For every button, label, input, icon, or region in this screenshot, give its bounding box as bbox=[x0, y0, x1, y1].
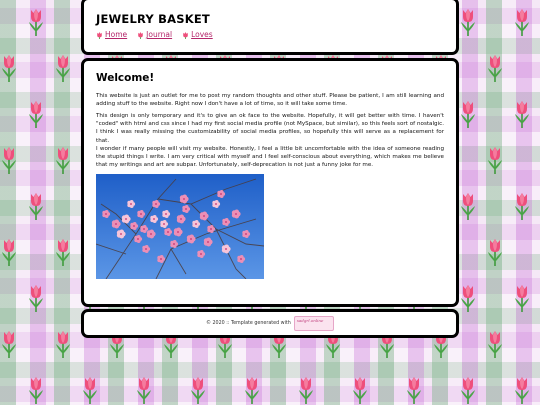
site-title: JEWELRY BASKET bbox=[96, 12, 210, 26]
tulip-icon bbox=[137, 377, 151, 404]
tulip-icon bbox=[2, 331, 16, 358]
welcome-heading: Welcome! bbox=[96, 72, 155, 84]
tulip-icon bbox=[515, 9, 529, 36]
tulip-icon bbox=[515, 193, 529, 220]
nav-link-journal[interactable] bbox=[137, 30, 172, 39]
nav-label: Journal bbox=[146, 30, 173, 39]
tulip-icon bbox=[29, 193, 43, 220]
tulip-icon bbox=[299, 377, 313, 404]
tulip-icon bbox=[2, 55, 16, 82]
tulip-icon bbox=[461, 101, 475, 128]
design-paragraph: This design is only temporary and it's to give an ok face to the website. Hopefully, it will get better with time. I haven't "coded" with html and css since I had my first social media profile (not MySpace, but similar), so this feels sort of nostalgic. I think I was really missing the customizability of social media profiles, so hopefully this will serve as a replacement for that. bbox=[96, 113, 444, 144]
tulip-icon bbox=[515, 377, 529, 404]
tulip-icon bbox=[182, 31, 189, 39]
tulip-icon bbox=[407, 377, 421, 404]
tulip-icon bbox=[29, 101, 43, 128]
tulip-icon bbox=[191, 377, 205, 404]
tulip-icon bbox=[488, 147, 502, 174]
visitors-paragraph: I wonder if many people will visit my website. Honestly, I feel a little bit uncomfortable with the idea of someone reading the stupid things I write. I am very critical with myself and I feel self-conscious about everything, which makes me believe that my writings and art are subpar. Unfortunately, self-deprecation is not just a funny joke for me. bbox=[96, 145, 444, 168]
template-badge[interactable] bbox=[294, 316, 334, 331]
tulip-icon bbox=[488, 239, 502, 266]
tulip-icon bbox=[488, 55, 502, 82]
tulip-icon bbox=[2, 147, 16, 174]
tulip-icon bbox=[29, 9, 43, 36]
nav-link-loves[interactable] bbox=[182, 30, 213, 39]
tulip-icon bbox=[515, 101, 529, 128]
tulip-icon bbox=[29, 285, 43, 312]
intro-paragraph: This website is just an outlet for me to post my random thoughts and other stuff. Please be patient, I am still learning and adding stuff to the website. Right now I don't have a lot of time, so it will take some time. bbox=[96, 93, 444, 108]
badge-label: sadgrl.online bbox=[296, 318, 324, 323]
tulip-icon bbox=[56, 331, 70, 358]
tulip-icon bbox=[353, 377, 367, 404]
tulip-icon bbox=[461, 193, 475, 220]
tulip-icon bbox=[515, 285, 529, 312]
tulip-icon bbox=[96, 31, 103, 39]
nav-bar bbox=[96, 30, 444, 39]
header-panel bbox=[81, 0, 459, 55]
tulip-icon bbox=[488, 331, 502, 358]
tulip-icon bbox=[56, 239, 70, 266]
tulip-icon bbox=[2, 239, 16, 266]
tulip-icon bbox=[83, 377, 97, 404]
nav-link-home[interactable] bbox=[96, 30, 127, 39]
tulip-icon bbox=[461, 285, 475, 312]
content-panel bbox=[81, 58, 459, 307]
tulip-icon bbox=[461, 377, 475, 404]
nav-label: Home bbox=[105, 30, 128, 39]
footer-text: © 2020 :: Template generated with bbox=[206, 321, 291, 326]
tulip-icon bbox=[29, 377, 43, 404]
tulip-icon bbox=[137, 31, 144, 39]
tulip-icon bbox=[56, 147, 70, 174]
tulip-icon bbox=[245, 377, 259, 404]
footer-panel bbox=[81, 309, 459, 338]
nav-label: Loves bbox=[191, 30, 213, 39]
cherry-blossom-photo bbox=[96, 174, 264, 279]
tulip-icon bbox=[461, 9, 475, 36]
tulip-icon bbox=[56, 55, 70, 82]
